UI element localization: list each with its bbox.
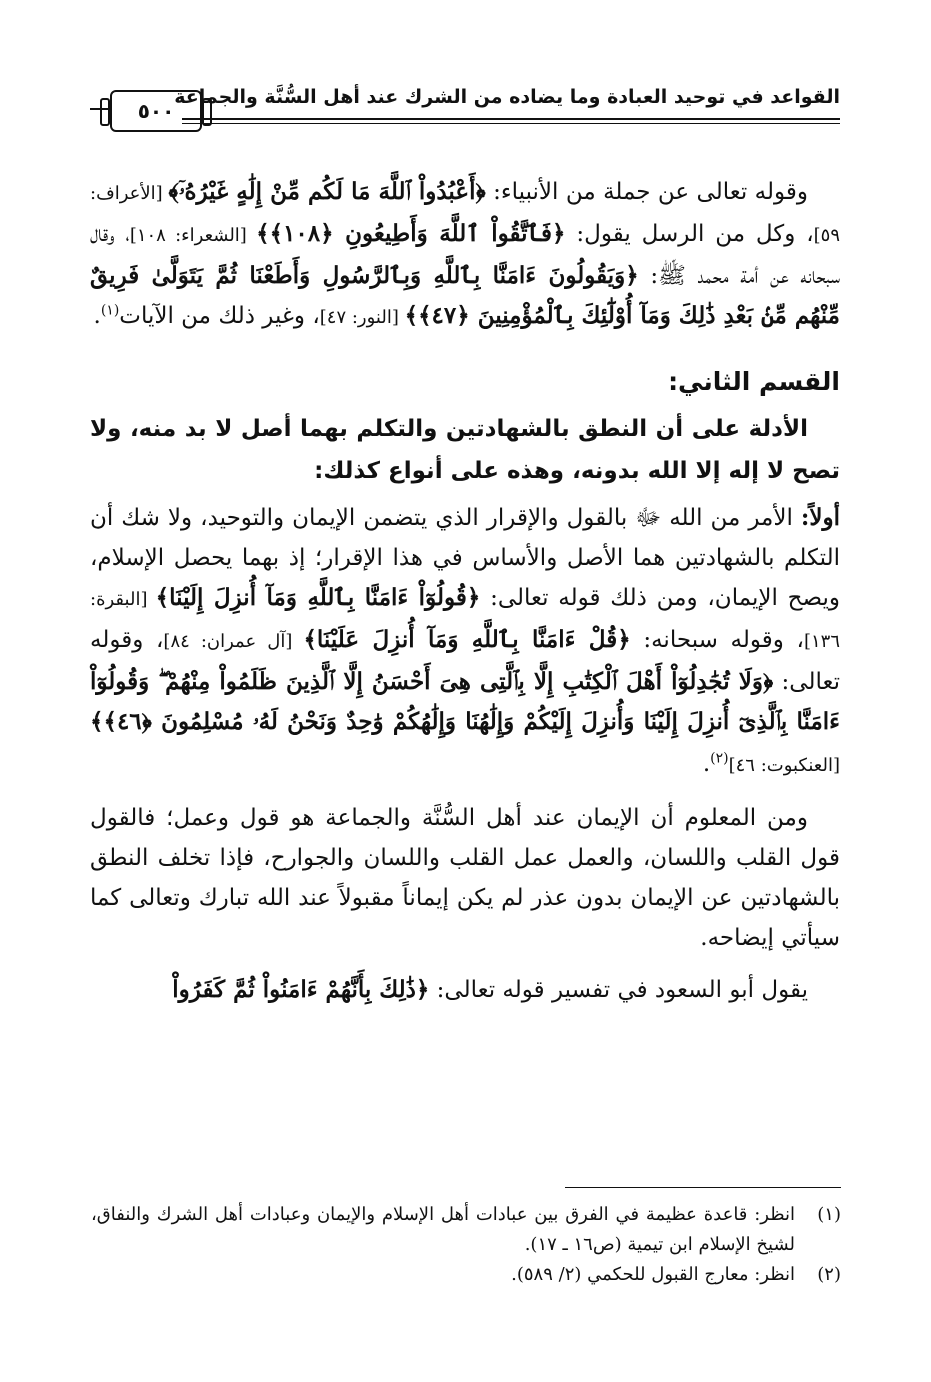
- text: ، وقال سبحانه عن أمة محمد ﷺ:: [90, 221, 840, 289]
- text: يقول أبو السعود في تفسير قوله تعالى:: [429, 977, 808, 1003]
- running-header: [90, 70, 840, 132]
- quran-verse: ﴿فَٱتَّقُواْ ٱللَّهَ وَأَطِيعُونِ ﴿١٠٨﴾﴾: [256, 220, 566, 247]
- text: ، وكل من الرسل يقول:: [565, 221, 814, 247]
- verse-reference: [البقرة: ١٣٦]: [90, 589, 840, 652]
- footnote-marker[interactable]: (١): [100, 302, 120, 319]
- section-title: القسم الثاني:: [668, 367, 840, 396]
- footnote-2: [91, 1260, 841, 1290]
- footnote-1: [91, 1200, 841, 1260]
- page-number: ٥٠٠: [110, 90, 202, 132]
- book-page: [90, 70, 840, 1022]
- text: ، وغير ذلك من الآيات: [119, 303, 320, 329]
- section-heading: الأدلة على أن النطق بالشهادتين والتكلم بهما أصل لا بد منه، ولا تصح لا إله إلا الله بدونه، وهذه على أنواع كذلك:: [90, 416, 840, 484]
- lead-word: أولاً:: [800, 504, 840, 531]
- text: .: [702, 751, 711, 777]
- verse-reference: [آل عمران: ٨٤]: [163, 631, 304, 652]
- text: .: [93, 303, 101, 329]
- verse-reference: [الأعراف: ٥٩]: [90, 183, 841, 246]
- footnote-separator: [565, 1187, 841, 1188]
- header-rule: [182, 118, 840, 120]
- footnotes: [91, 1200, 841, 1290]
- verse-reference: [الشعراء: ١٠٨]: [129, 225, 257, 246]
- text: وقوله تعالى عن جملة من الأنبياء:: [485, 179, 808, 205]
- quran-verse: ﴿وَلَا تُجَٰدِلُوٓاْ أَهْلَ ٱلْكِتَٰبِ إِلَّا بِٱلَّتِى هِىَ أَحْسَنُ إِلَّا ٱلَّذِينَ ظَلَمُواْ مِنْهُمْ ۖ وَقُولُوٓاْ ءَامَنَّا بِٱلَّذِىٓ أُنزِلَ إِلَيْنَا وَأُنزِلَ إِلَيْكُمْ وَإِلَٰهُنَا وَإِلَٰهُكُمْ وَٰحِدٌ وَنَحْنُ لَهُۥ مُسْلِمُونَ ﴿٤٦﴾﴾: [90, 668, 840, 735]
- footnote-text: انظر: قاعدة عظيمة في الفرق بين عبادات أهل الإسلام والإيمان وعبادات أهل الشرك والنفاق، لشيخ الإسلام ابن تيمية (ص١٦ ـ ١٧).: [91, 1204, 795, 1255]
- verse-reference: [النور: ٤٧]: [319, 307, 405, 328]
- paragraph-first-evidence: [90, 498, 840, 786]
- quran-verse: ﴿أَعْبُدُواْ ٱللَّهَ مَا لَكُم مِّنْ إِلَٰهٍ غَيْرُهُۥٓ﴾: [168, 178, 486, 205]
- paragraph-abu-saud: [90, 970, 840, 1010]
- header-title: القواعد في توحيد العبادة وما يضاده من الشرك عند أهل السُّنَّة والجماعة: [174, 86, 840, 108]
- footnote-number: (١): [817, 1204, 841, 1225]
- verse-reference: [العنكبوت: ٤٦]: [728, 755, 840, 776]
- quran-verse: ﴿ذَٰلِكَ بِأَنَّهُمْ ءَامَنُواْ ثُمَّ كَفَرُواْ: [172, 976, 430, 1003]
- paragraph-prophets-verses: [90, 172, 840, 338]
- paragraph-iman-definition: ومن المعلوم أن الإيمان عند أهل السُّنَّة والجماعة هو قول وعمل؛ فالقول قول القلب واللسان، والعمل عمل القلب واللسان والجوارح، فإذا تخلف النطق بالشهادتين عن الإيمان بدون عذر لم يكن إيماناً مقبولاً عند الله تبارك وتعالى كما سيأتي إيضاحه.: [90, 805, 840, 951]
- quran-verse: ﴿قُلْ ءَامَنَّا بِٱللَّهِ وَمَآ أُنزِلَ عَلَيْنَا﴾: [303, 626, 631, 653]
- page-body: [90, 172, 840, 1010]
- text: الأمر من الله ﷻ بالقول والإقرار الذي يتضمن الإيمان والتوحيد، ولا شك أن التكلم بالشهادتين هما الأصل والأساس في هذا الإقرار؛ إذ بهما يحصل الإسلام، ويصح الإيمان، ومن ذلك قوله تعالى:: [90, 505, 840, 611]
- quran-verse: ﴿قُولُوٓاْ ءَامَنَّا بِٱللَّهِ وَمَآ أُنزِلَ إِلَيْنَا﴾: [155, 584, 481, 611]
- header-rule-thin: [182, 123, 840, 124]
- text: ، وقوله سبحانه:: [630, 627, 804, 653]
- quran-verse: ﴿وَيَقُولُونَ ءَامَنَّا بِٱللَّهِ وَبِٱلرَّسُولِ وَأَطَعْنَا ثُمَّ يَتَوَلَّىٰ فَرِيقٌ مِّنْهُم مِّنۢ بَعْدِ ذَٰلِكَ وَمَآ أُوْلَٰٓئِكَ بِٱلْمُؤْمِنِينَ ﴿٤٧﴾﴾: [90, 262, 840, 329]
- text: ، وقوله تعالى:: [90, 627, 840, 695]
- footnote-marker[interactable]: (٢): [710, 750, 729, 767]
- footnote-number: (٢): [817, 1264, 841, 1285]
- footnote-text: انظر: معارج القبول للحكمي (٢/ ٥٨٩).: [511, 1264, 795, 1285]
